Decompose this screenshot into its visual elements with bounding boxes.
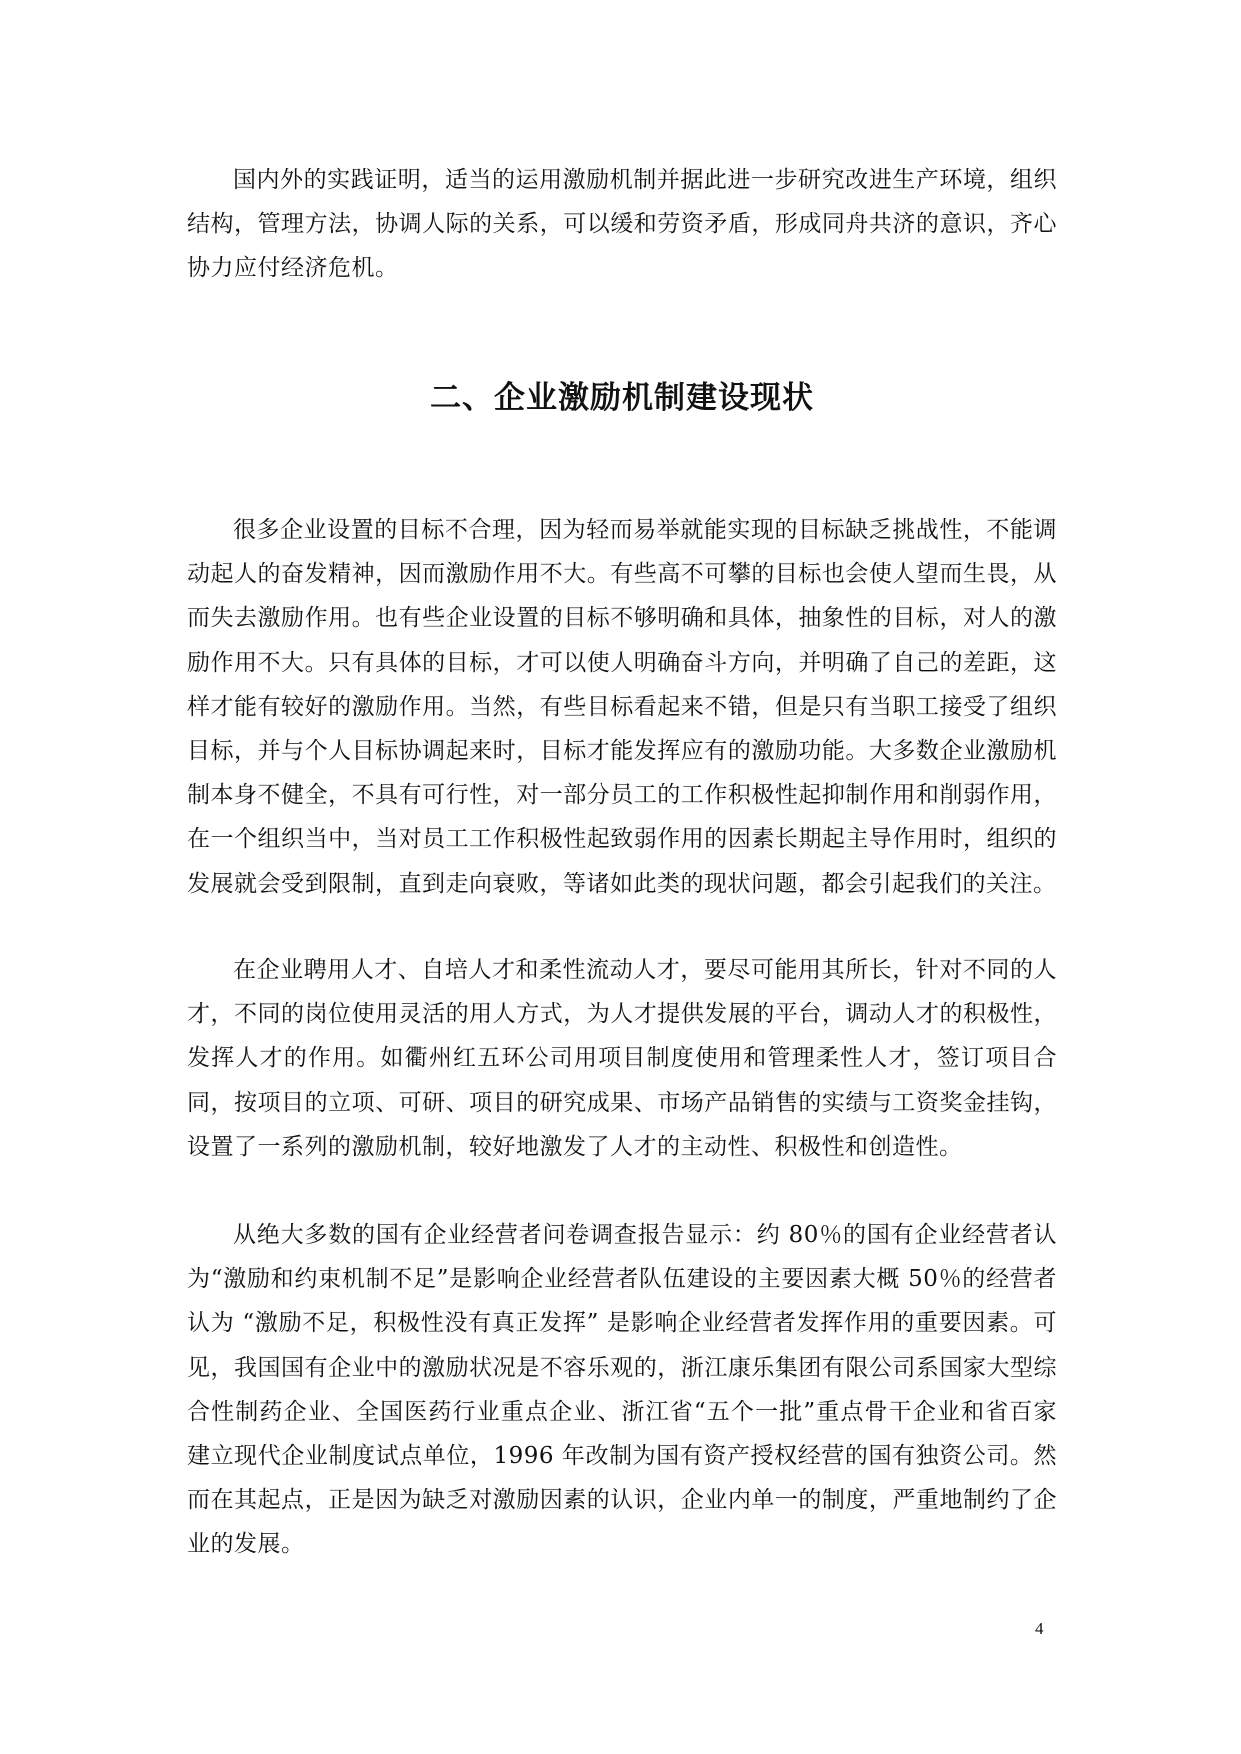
page-number: 4 (1035, 1619, 1044, 1638)
paragraph-talent: 在企业聘用人才、自培人才和柔性流动人才，要尽可能用其所长，针对不同的人才，不同的岗位使用灵活的用人方式，为人才提供发展的平台，调动人才的积极性，发挥人才的作用。如衢州红五环公司用项目制度使用和管理柔性人才，签订项目合同，按项目的立项、可研、项目的研究成果、市场产品销售的实绩与工资奖金挂钩，设置了一系列的激励机制，较好地激发了人才的主动性、积极性和创造性。 (187, 957, 1057, 1160)
section-heading: 二、企业激励机制建设现状 (430, 380, 814, 416)
paragraph-survey: 从绝大多数的国有企业经营者问卷调查报告显示：约 80％的国有企业经营者认为“激励和约束机制不足”是影响企业经营者队伍建设的主要因素大概 50％的经营者认为 “激励不足，积极性没有真正发挥” 是影响企业经营者发挥作用的重要因素。可见，我国国有企业中的激励状况是不容乐观的，浙江康乐集团有限公司系国家大型综合性制药企业、全国医药行业重点企业、浙江省“五个一批”重点骨干企业和省百家建立现代企业制度试点单位，1996 年改制为国有资产授权经营的国有独资公司。然而在其起点，正是因为缺乏对激励因素的认识，企业内单一的制度，严重地制约了企业的发展。 (187, 1222, 1057, 1558)
paragraph-goals: 很多企业设置的目标不合理，因为轻而易举就能实现的目标缺乏挑战性，不能调动起人的奋发精神，因而激励作用不大。有些高不可攀的目标也会使人望而生畏，从而失去激励作用。也有些企业设置的目标不够明确和具体，抽象性的目标，对人的激励作用不大。只有具体的目标，才可以使人明确奋斗方向，并明确了自己的差距，这样才能有较好的激励作用。当然，有些目标看起来不错，但是只有当职工接受了组织目标，并与个人目标协调起来时，目标才能发挥应有的激励功能。大多数企业激励机制本身不健全，不具有可行性，对一部分员工的工作积极性起抑制作用和削弱作用，在一个组织当中，当对员工工作积极性起致弱作用的因素长期起主导作用时，组织的发展就会受到限制，直到走向衰败，等诸如此类的现状问题，都会引起我们的关注。 (187, 517, 1057, 897)
intro-paragraph: 国内外的实践证明，适当的运用激励机制并据此进一步研究改进生产环境，组织结构，管理方法，协调人际的关系，可以缓和劳资矛盾，形成同舟共济的意识，齐心协力应付经济危机。 (187, 167, 1057, 282)
